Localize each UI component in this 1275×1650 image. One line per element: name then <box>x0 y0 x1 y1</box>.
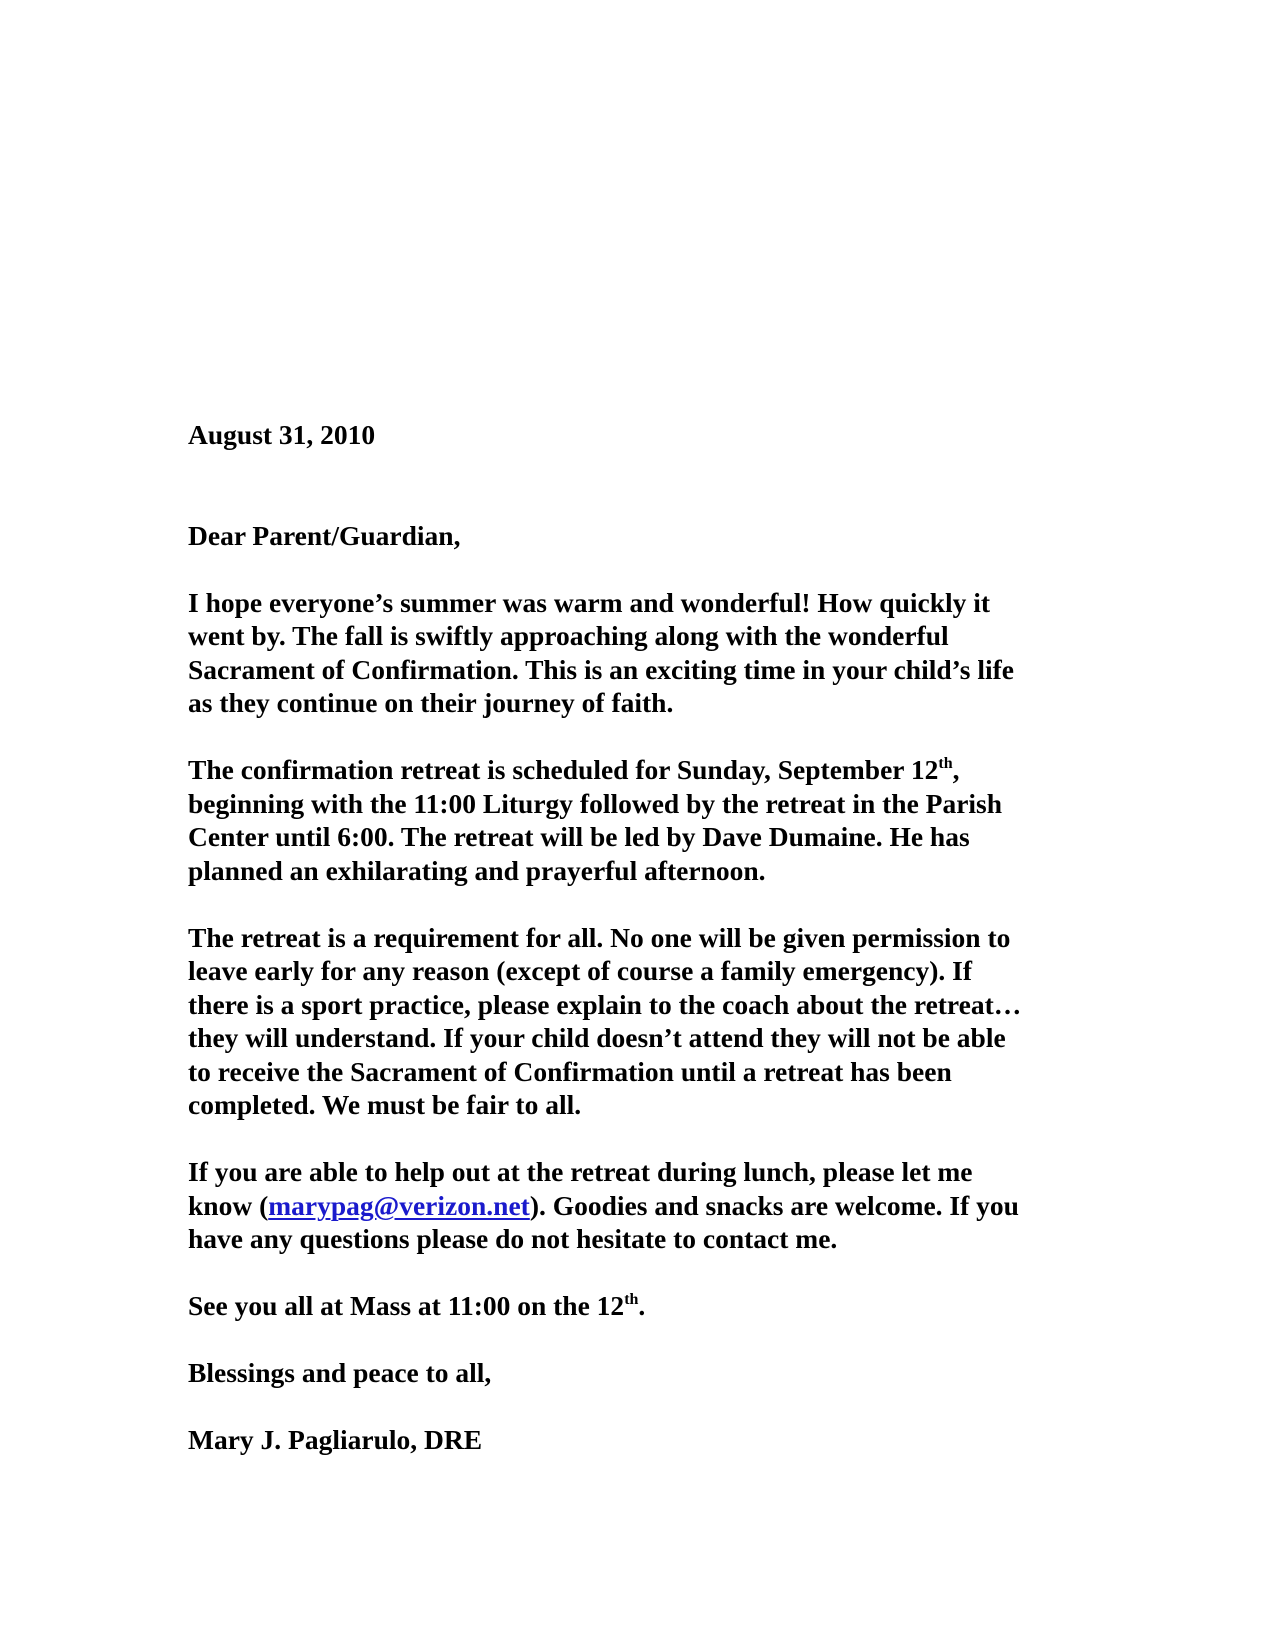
paragraph-line: they will understand. If your child doesn’t attend they will not be able <box>188 1022 1006 1053</box>
closing: Blessings and peace to all, <box>188 1357 492 1388</box>
paragraph-line: leave early for any reason (except of course a family emergency). If <box>188 955 973 986</box>
salutation: Dear Parent/Guardian, <box>188 519 461 551</box>
paragraph-line: Sacrament of Confirmation. This is an exciting time in your child’s life <box>188 653 1015 685</box>
paragraph-line: as they continue on their journey of faith. <box>188 687 674 718</box>
paragraph-line <box>188 753 1088 787</box>
paragraph-intro <box>188 586 1088 720</box>
line-text: , <box>952 754 960 785</box>
paragraph-line: to receive the Sacrament of Confirmation until a retreat has been <box>188 1055 952 1087</box>
paragraph-line: The retreat is a requirement for all. No one will be given permission to <box>188 921 1011 953</box>
paragraph-line <box>188 1189 1088 1223</box>
email-link[interactable]: marypag@verizon.net <box>268 1189 530 1221</box>
line-text: know ( <box>188 1189 269 1221</box>
paragraph-line <box>188 1289 1088 1323</box>
paragraph-retreat-schedule <box>188 753 1088 887</box>
paragraph-line: there is a sport practice, please explain to the coach about the retreat… <box>188 988 1022 1020</box>
signature: Mary J. Pagliarulo, DRE <box>188 1424 483 1455</box>
line-text: The confirmation retreat is scheduled for Sunday, September 12 <box>188 754 939 785</box>
paragraph-line: beginning with the 11:00 Liturgy followed by the retreat in the Parish <box>188 787 1003 819</box>
paragraph-line: completed. We must be fair to all. <box>188 1089 582 1120</box>
paragraph-line: went by. The fall is swiftly approaching along with the wonderful <box>188 620 949 651</box>
paragraph-line: planned an exhilarating and prayerful afternoon. <box>188 854 766 886</box>
paragraph-line: If you are able to help out at the retreat during lunch, please let me <box>188 1156 973 1187</box>
paragraph-help <box>188 1155 1088 1256</box>
paragraph-see-you <box>188 1289 1088 1323</box>
ordinal-suffix: th <box>938 754 953 772</box>
line-text: See you all at Mass at 11:00 on the 12 <box>188 1290 625 1321</box>
paragraph-line: Center until 6:00. The retreat will be led by Dave Dumaine. He has <box>188 821 970 852</box>
line-text: . <box>638 1290 646 1321</box>
paragraph-requirement <box>188 921 1088 1122</box>
ordinal-suffix: th <box>624 1290 639 1308</box>
paragraph-line: I hope everyone’s summer was warm and wonderful! How quickly it <box>188 586 991 618</box>
paragraph-line: have any questions please do not hesitate to contact me. <box>188 1223 838 1254</box>
line-text: ). Goodies and snacks are welcome. If you <box>529 1189 1019 1221</box>
letter-body <box>188 418 1088 1457</box>
letter-date: August 31, 2010 <box>188 419 376 450</box>
